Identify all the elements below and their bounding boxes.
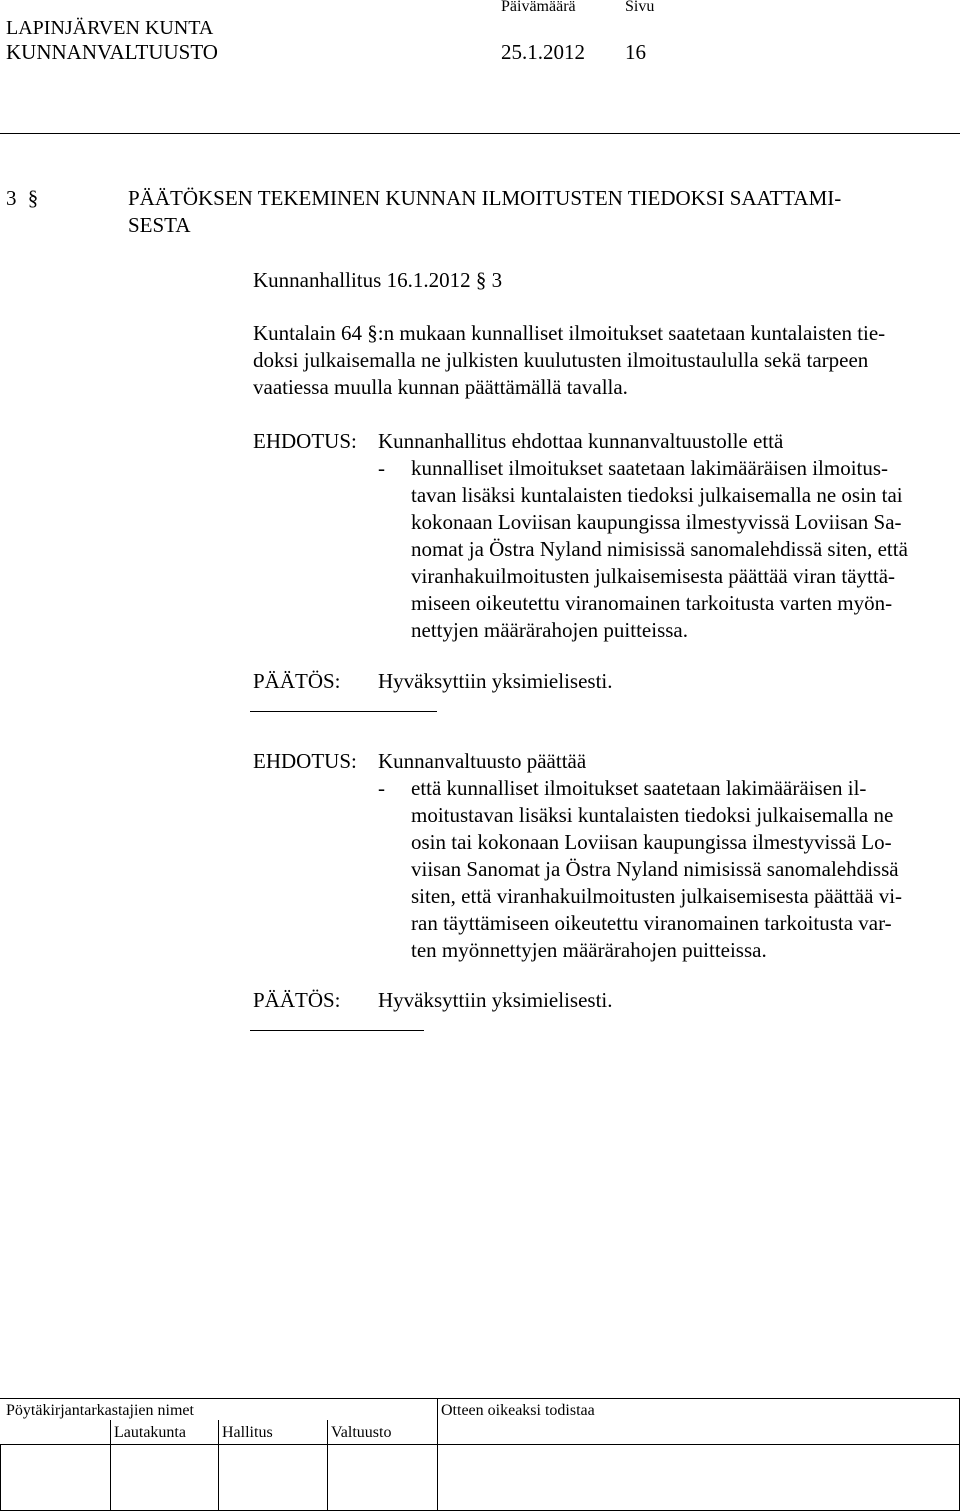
proposal-line: siten, että viranhakuilmoitusten julkaisemisesta päättää vi- [411, 884, 903, 908]
footer-certify-label: Otteen oikeaksi todistaa [441, 1402, 595, 1419]
body-name: KUNNANVALTUUSTO [6, 40, 218, 64]
separator-line [250, 1030, 424, 1031]
section-number-value: 3 [6, 186, 17, 210]
page-label: Sivu [625, 0, 655, 15]
decision-text: Hyväksyttiin yksimielisesti. [378, 988, 613, 1012]
proposal-dash: - [378, 776, 385, 800]
decision-label: PÄÄTÖS: [253, 669, 341, 693]
decision-label: PÄÄTÖS: [253, 988, 341, 1012]
footer-box-border [327, 1420, 328, 1510]
proposal-line: nettyjen määrärahojen puitteissa. [411, 618, 688, 642]
proposal-line: kunnalliset ilmoitukset saatetaan lakimääräisen ilmoitus- [411, 456, 889, 480]
page-number: 16 [625, 40, 646, 64]
footer-box-border [437, 1398, 438, 1510]
proposal-line: kokonaan Loviisan kaupungissa ilmestyvissä Loviisan Sa- [411, 510, 902, 534]
footer-bottom-rule [0, 1510, 960, 1511]
proposal-line: osin tai kokonaan Loviisan kaupungissa ilmestyvissä Lo- [411, 830, 892, 854]
proposal-lead: Kunnanvaltuusto päättää [378, 749, 587, 773]
date-label: Päivämäärä [501, 0, 576, 15]
meeting-reference: Kunnanhallitus 16.1.2012 § 3 [253, 268, 503, 292]
proposal-line: viisan Sanomat ja Östra Nyland nimisissä sanomalehdissä [411, 857, 899, 881]
intro-line: Kuntalain 64 §:n mukaan kunnalliset ilmoitukset saatetaan kuntalaisten tie- [253, 321, 886, 345]
footer-box-rule [0, 1444, 960, 1445]
proposal-line: viranhakuilmoitusten julkaisemisesta päättää viran täyttä- [411, 564, 896, 588]
footer-box-border [0, 1444, 1, 1510]
section-title-line-1: PÄÄTÖKSEN TEKEMINEN KUNNAN ILMOITUSTEN TIEDOKSI SAATTAMI- [128, 186, 842, 210]
footer-box-border [110, 1420, 111, 1510]
section-title-line-2: SESTA [128, 213, 191, 237]
proposal-line: ran täyttämiseen oikeutettu viranomainen tarkoitusta var- [411, 911, 892, 935]
separator-line [250, 711, 437, 712]
header-rule [0, 133, 960, 134]
intro-line: doksi julkaisemalla ne julkisten kuulutusten ilmoitustaululla sekä tarpeen [253, 348, 869, 372]
footer-box-border [218, 1420, 219, 1510]
footer-column-hallitus: Hallitus [222, 1424, 273, 1441]
footer-rule [0, 1398, 960, 1399]
footer-column-lautakunta: Lautakunta [114, 1424, 186, 1441]
footer-checkers-label: Pöytäkirjantarkastajien nimet [6, 1402, 194, 1419]
proposal-line: tavan lisäksi kuntalaisten tiedoksi julkaisemalla ne osin tai [411, 483, 903, 507]
proposal-label: EHDOTUS: [253, 749, 357, 773]
organization-name: LAPINJÄRVEN KUNTA [6, 17, 214, 39]
proposal-line: moitustavan lisäksi kuntalaisten tiedoksi julkaisemalla ne [411, 803, 894, 827]
proposal-lead: Kunnanhallitus ehdottaa kunnanvaltuustolle että [378, 429, 784, 453]
proposal-line: että kunnalliset ilmoitukset saatetaan lakimääräisen il- [411, 776, 867, 800]
proposal-dash: - [378, 456, 385, 480]
footer-column-valtuusto: Valtuusto [331, 1424, 392, 1441]
proposal-line: ten myönnettyjen määrärahojen puitteissa. [411, 938, 767, 962]
intro-line: vaatiessa muulla kunnan päättämällä tavalla. [253, 375, 628, 399]
decision-text: Hyväksyttiin yksimielisesti. [378, 669, 613, 693]
document-date: 25.1.2012 [501, 40, 585, 64]
section-sign: § [27, 186, 39, 210]
proposal-label: EHDOTUS: [253, 429, 357, 453]
section-number [6, 185, 38, 212]
proposal-line: nomat ja Östra Nyland nimisissä sanomalehdissä siten, että [411, 537, 908, 561]
proposal-line: miseen oikeutettu viranomainen tarkoitusta varten myön- [411, 591, 893, 615]
